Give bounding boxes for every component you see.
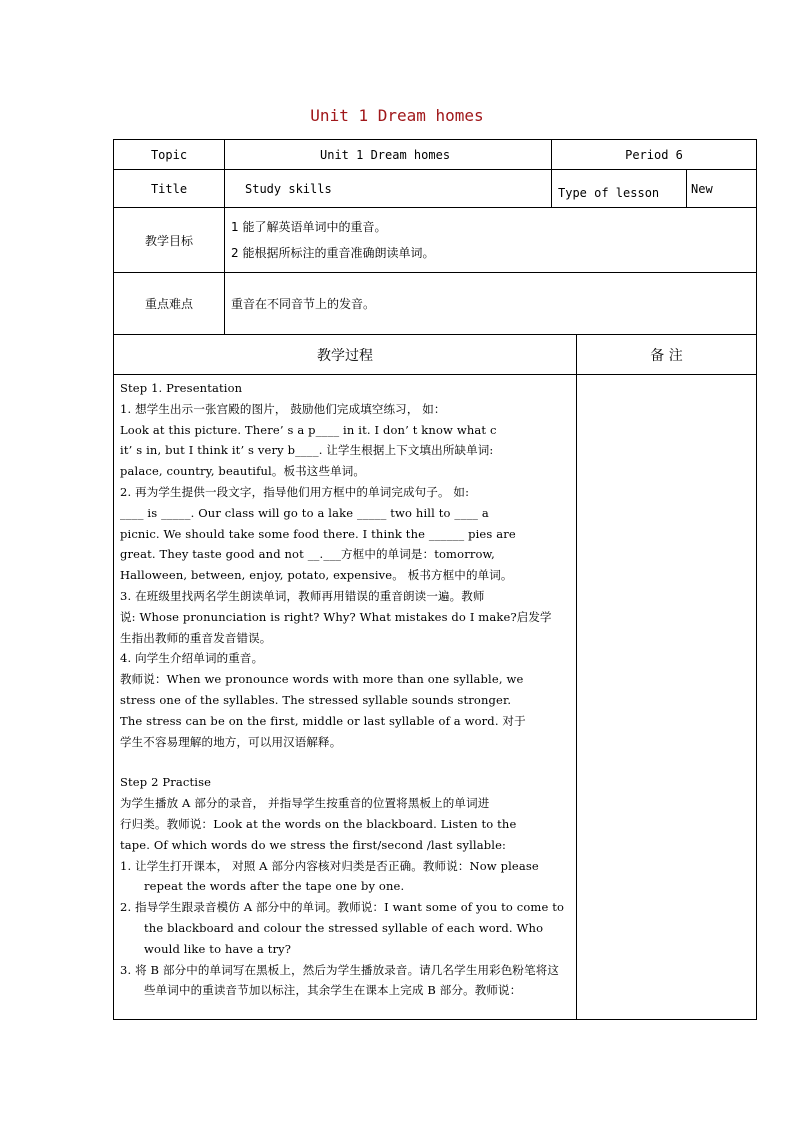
spacer: [120, 752, 570, 772]
objectives-row: [114, 208, 757, 273]
title-value: Study skills: [225, 170, 552, 208]
process-line: picnic. We should take some food there. I think the ______ pies are: [120, 526, 516, 541]
objective-item: 2 能根据所标注的重音准确朗读单词。: [231, 246, 435, 260]
process-line: 1. 想学生出示一张宫殿的图片， 鼓励他们完成填空练习， 如：: [120, 401, 446, 416]
process-line: stress one of the syllables. The stressed syllable sounds stronger.: [120, 692, 512, 707]
document-title: Unit 1 Dream homes: [310, 106, 484, 125]
process-line: 2. 再为学生提供一段文字，指导他们用方框中的单词完成句子。 如:: [120, 484, 470, 499]
title-row: [114, 170, 757, 208]
process-line: The stress can be on the first, middle or last syllable of a word. 对于: [120, 713, 526, 728]
process-list-item: 2. 指导学生跟录音模仿 A 部分中的单词。教师说：I want some of you to come to the blackboard and colour the stressed syllable of each word. Who would like to have a try?: [120, 900, 565, 956]
type-value: New: [687, 170, 757, 208]
process-line: Look at this picture. There’ s a p____ in it. I don’ t know what c: [120, 422, 497, 437]
process-line: 为学生播放 A 部分的录音， 并指导学生按重音的位置将黑板上的单词进: [120, 796, 490, 811]
process-line: 3. 在班级里找两名学生朗读单词，教师再用错误的重音朗读一遍。教师: [120, 588, 485, 603]
process-row: [114, 375, 757, 1020]
process-line: 生指出教师的重音发音错误。: [120, 630, 272, 645]
process-line: great. They taste good and not __.___方框中的单词是：tomorrow,: [120, 547, 495, 562]
process-line: tape. Of which words do we stress the first/second /last syllable:: [120, 837, 507, 852]
process-line: 4. 向学生介绍单词的重音。: [120, 651, 264, 666]
process-line: palace, country, beautiful。板书这些单词。: [120, 464, 366, 479]
process-header-row: [114, 335, 757, 375]
process-line: 教师说：When we pronounce words with more than one syllable, we: [120, 672, 524, 687]
key-points-label: 重点难点: [114, 273, 225, 335]
objectives-label: 教学目标: [114, 208, 225, 273]
topic-row: [114, 140, 757, 170]
notes-header: 备 注: [577, 335, 757, 375]
key-points-row: [114, 273, 757, 335]
objective-item: 1 能了解英语单词中的重音。: [231, 220, 387, 234]
topic-label: Topic: [114, 140, 225, 170]
notes-content: [577, 375, 757, 1020]
process-line: Halloween, between, enjoy, potato, expensive。 板书方框中的单词。: [120, 568, 513, 583]
step-heading: Step 1. Presentation: [120, 381, 243, 395]
process-list-item: 3. 将 B 部分中的单词写在黑板上，然后为学生播放录音。请几名学生用彩色粉笔将这些单词中的重读音节加以标注，其余学生在课本上完成 B 部分。教师说：: [120, 962, 560, 998]
process-line: ____ is _____. Our class will go to a lake _____ two hill to ____ a: [120, 505, 489, 520]
title-label: Title: [114, 170, 225, 208]
process-list-item: 1. 让学生打开课本， 对照 A 部分内容核对归类是否正确。教师说：Now please repeat the words after the tape one by one.: [120, 858, 539, 894]
topic-value: Unit 1 Dream homes: [225, 140, 552, 170]
objectives-content: [225, 208, 757, 273]
process-content: [114, 375, 577, 1020]
lesson-plan-table: [113, 139, 757, 1020]
type-label: Type of lesson: [552, 170, 687, 208]
process-line: 学生不容易理解的地方，可以用汉语解释。: [120, 734, 342, 749]
process-line: 说: Whose pronunciation is right? Why? What mistakes do I make?启发学: [120, 609, 552, 624]
step-heading: Step 2 Practise: [120, 775, 212, 790]
process-line: it’ s in, but I think it’ s very b____. 让学生根据上下文填出所缺单词:: [120, 443, 494, 458]
process-line: 行归类。教师说：Look at the words on the blackboard. Listen to the: [120, 816, 517, 831]
key-points-text: 重音在不同音节上的发音。: [225, 273, 757, 335]
process-header: 教学过程: [114, 335, 577, 375]
period-value: Period 6: [552, 140, 757, 170]
